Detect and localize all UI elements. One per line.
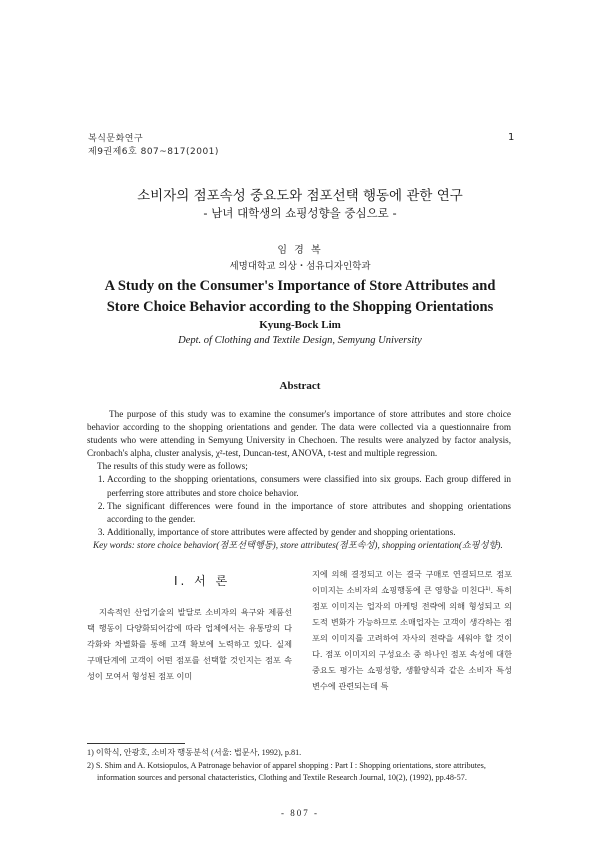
intro-text-right: 지에 의해 결정되고 이는 결국 구매로 연결되므로 점포 이미지는 소비자의 쇼핑행동에 큰 영향을 미친다¹⁾. 특히 점포 이미지는 업자의 마케팅 전략에 의해 형성되고 의도적 변화가 가능하므로 소매업자는 고객이 생각하는 점포의 이미지를 고려하여 자사의 전략을 세워야 할 것이다. 점포 이미지의 구성요소 중 하나인 점포 속성에 대한 중요도 평가는 쇼핑성향, 생활양식과 같은 소비자 특성 변수에 관련되는데 특	[312, 569, 512, 691]
footnote: 2) S. Shim and A. Kotsiopulos, A Patronage behavior of apparel shopping : Part I : Shopping orientations, store attributes, information sources and personal chatacteristics, Clothing and Textile Research Journal, 10(2), (1992), pp.48-57.	[87, 760, 486, 782]
footnote: 1) 이학식, 안광호, 소비자 행동분석 (서울: 법문사, 1992), p.81.	[87, 748, 302, 757]
results-list	[87, 473, 511, 538]
abstract-paragraph: The purpose of this study was to examine the consumer's importance of store attributes and store choice behavior according to the shopping orientations and gender. The data were collected via a questionnaire from students who were attending in Semyung University in Chechoen. The results were analyzed by factor analysis, Cronbach's alpha, cluster analysis, χ²-test, Duncan-test, ANOVA, t-test and multiple regression.	[87, 409, 511, 459]
section-heading: I. 서 론	[174, 574, 231, 588]
page-number: - 807 -	[281, 808, 319, 818]
korean-title: 소비자의 점포속성 중요도와 점포선택 행동에 관한 연구	[137, 188, 463, 204]
abstract-body	[87, 408, 511, 552]
intro-text-left: 지속적인 산업기술의 발달로 소비자의 욕구와 제품선택 행동이 다양화되어감에 따라 업체에서는 유통망의 다각화와 차별화를 통해 고객 확보에 노력하고 있다. 실제 구매단계에 고객이 어떤 점포를 선택할 것인지는 점포 속성이 모여서 형성된 점포 이미	[87, 607, 292, 681]
english-title	[0, 276, 600, 318]
body-column-left	[87, 604, 292, 684]
korean-author: 임 경 복	[277, 245, 323, 256]
volume-info: 제9권제6호 807~817(2001)	[88, 147, 219, 157]
english-title-line2: Store Choice Behavior according to the Shopping Orientations	[106, 299, 494, 315]
body-column-right	[312, 566, 512, 694]
footnotes	[87, 747, 511, 785]
korean-subtitle: - 남녀 대학생의 쇼핑성향을 중심으로 -	[203, 206, 397, 220]
result-item: 3. Additionally, importance of store attributes were affected by gender and shopping orientations.	[107, 526, 511, 539]
korean-affiliation: 세명대학교 의상・섬유디자인학과	[229, 261, 371, 272]
page-mark: 1	[508, 132, 515, 143]
results-intro: The results of this study were as follows;	[97, 461, 248, 472]
journal-name: 복식문화연구	[88, 134, 144, 144]
result-item: 1. According to the shopping orientations, consumers were classified into six groups. Each group differed in perferring store attributes and store choice behavior.	[107, 473, 511, 499]
footnote-divider	[87, 743, 185, 744]
english-title-line1: A Study on the Consumer's Importance of Store Attributes and	[104, 278, 496, 294]
english-author: Kyung-Bock Lim	[259, 319, 341, 331]
abstract-heading: Abstract	[279, 380, 321, 392]
keywords: Key words: store choice behavior(점포선택행동), store attributes(점포속성), shopping orientation(쇼핑성향).	[93, 539, 503, 550]
result-item: 2. The significant differences were found in the importance of store attributes and shopping orientations according to the gender.	[107, 500, 511, 526]
english-affiliation: Dept. of Clothing and Textile Design, Semyung University	[178, 335, 422, 346]
journal-header	[88, 133, 219, 159]
